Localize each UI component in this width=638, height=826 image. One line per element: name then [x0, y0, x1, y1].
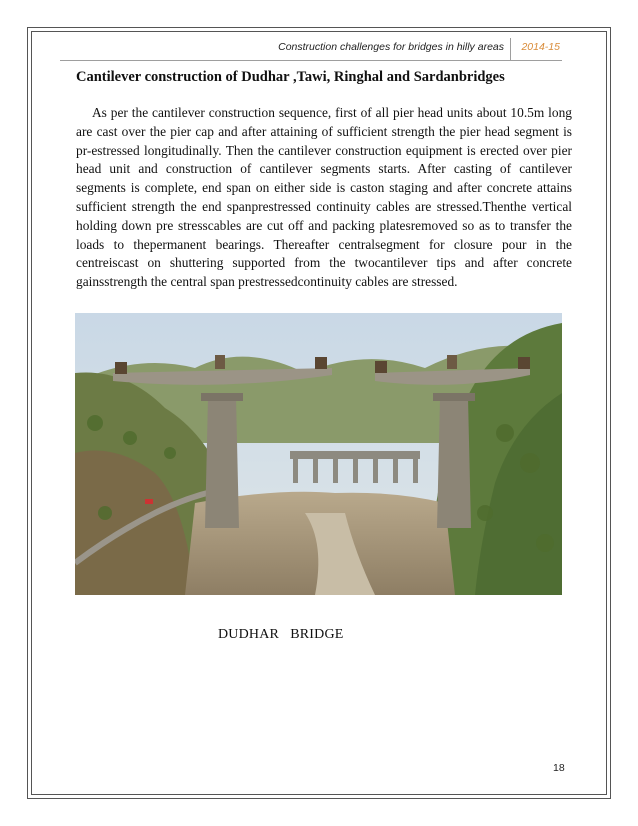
- body-paragraph: [76, 104, 572, 292]
- header-separator: [510, 38, 511, 60]
- header-year: 2014-15: [521, 41, 560, 53]
- bridge-photo: [75, 313, 562, 595]
- page-header: [60, 38, 562, 61]
- figure-caption: DUDHAR BRIDGE: [218, 627, 344, 642]
- page-number: 18: [553, 762, 565, 774]
- section-heading: Cantilever construction of Dudhar ,Tawi, Ringhal and Sardanbridges: [76, 69, 505, 85]
- body-paragraph-text: As per the cantilever construction sequence, first of all pier head units about 10.5m long are cast over the pier cap and after attaining of sufficient strength the pier head segment is pr-estressed longitudinally. Then the cantilever construction equipment is erected over pier head unit and construction of cantilever segments starts. After casting of cantilever segments is complete, end span on either side is caston staging and after concrete attains sufficient strength the end spanprestressed continuity cables are stressed.Thenthe vertical holding down pre stresscables are cut off and packing platesremoved so as to transfer the loads to thepermanent bearings. Thereafter centralsegment for closure pour in the centreiscast on shuttering supported from the twocantilever tips and after concrete gainsstrength the central span prestressedcontinuity cables are stressed.: [76, 105, 572, 290]
- bridge-photo-illustration: [75, 313, 562, 595]
- header-title: Construction challenges for bridges in hilly areas: [278, 41, 504, 53]
